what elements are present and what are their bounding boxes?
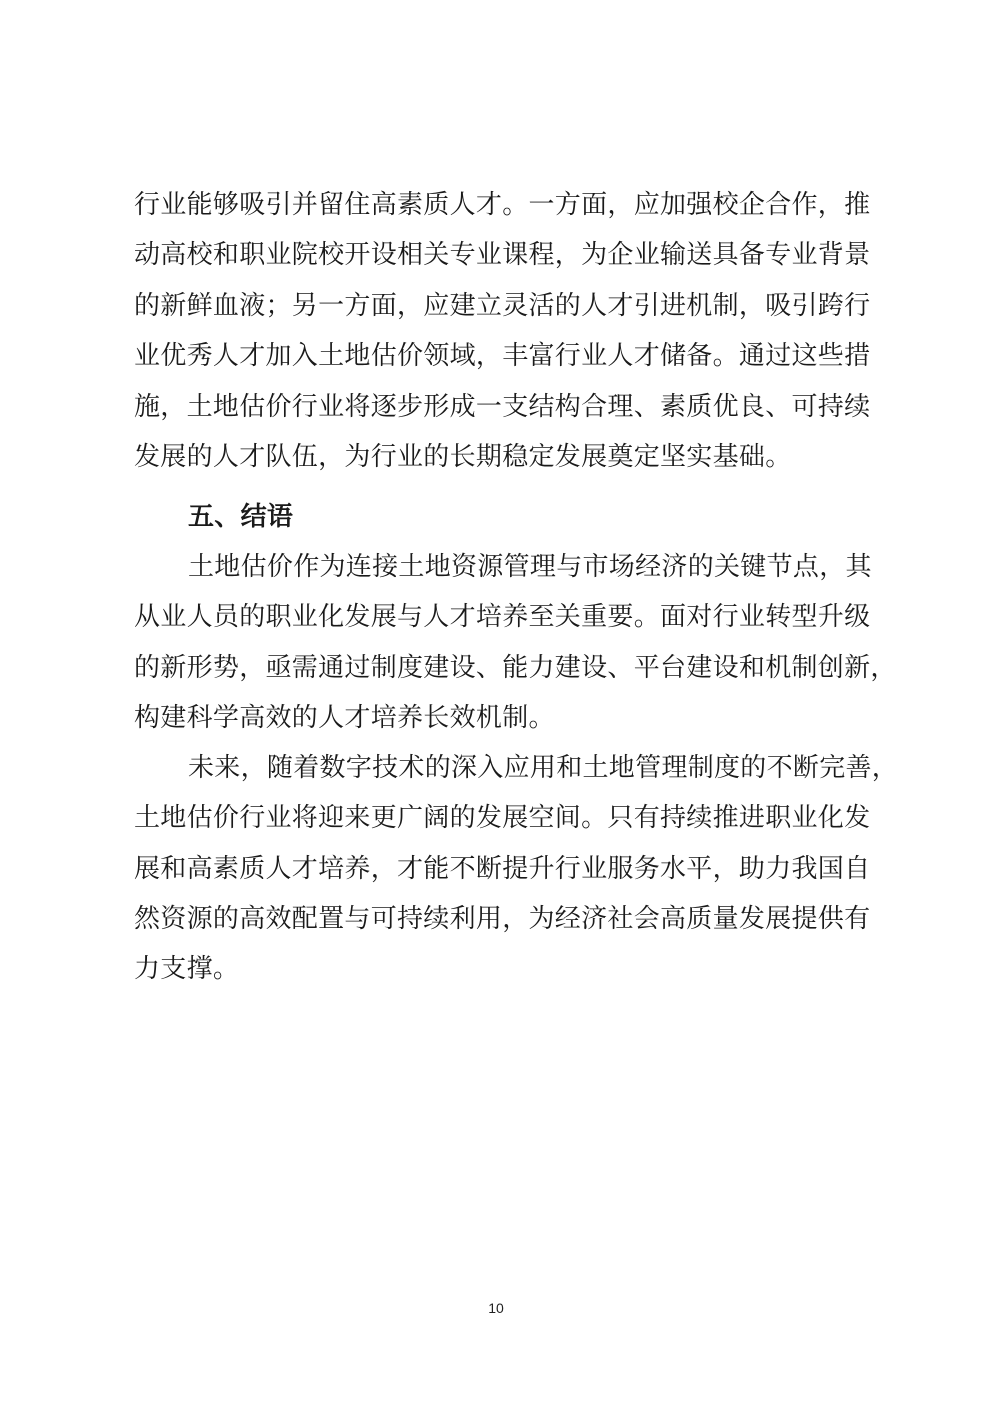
paragraph-2-line-2: 从业人员的职业化发展与人才培养至关重要。面对行业转型升级 <box>134 602 871 632</box>
paragraph-3-line-5: 力支撑。 <box>134 954 240 984</box>
paragraph-1-line-5: 施，土地估价行业将逐步形成一支结构合理、素质优良、可持续 <box>134 392 871 422</box>
paragraph-1-line-1: 行业能够吸引并留住高素质人才。一方面，应加强校企合作，推 <box>134 190 871 220</box>
paragraph-2-line-4: 构建科学高效的人才培养长效机制。 <box>134 703 555 733</box>
paragraph-2-line-3: 的新形势，亟需通过制度建设、能力建设、平台建设和机制创新， <box>134 653 897 683</box>
paragraph-3-line-2: 土地估价行业将迎来更广阔的发展空间。只有持续推进职业化发 <box>134 803 871 833</box>
paragraph-3-line-1: 未来，随着数字技术的深入应用和土地管理制度的不断完善， <box>188 753 899 783</box>
paragraph-3-line-3: 展和高素质人才培养，才能不断提升行业服务水平，助力我国自 <box>134 854 871 884</box>
paragraph-1-line-2: 动高校和职业院校开设相关专业课程，为企业输送具备专业背景 <box>134 240 871 270</box>
page-number: 10 <box>488 1300 504 1316</box>
paragraph-3-line-4: 然资源的高效配置与可持续利用，为经济社会高质量发展提供有 <box>134 904 871 934</box>
paragraph-1-line-6: 发展的人才队伍，为行业的长期稳定发展奠定坚实基础。 <box>134 442 792 472</box>
paragraph-1-line-4: 业优秀人才加入土地估价领域，丰富行业人才储备。通过这些措 <box>134 341 871 371</box>
section-heading: 五、结语 <box>188 502 294 532</box>
paragraph-1-line-3: 的新鲜血液；另一方面，应建立灵活的人才引进机制，吸引跨行 <box>134 291 871 321</box>
paragraph-2-line-1: 土地估价作为连接土地资源管理与市场经济的关键节点，其 <box>188 552 872 582</box>
